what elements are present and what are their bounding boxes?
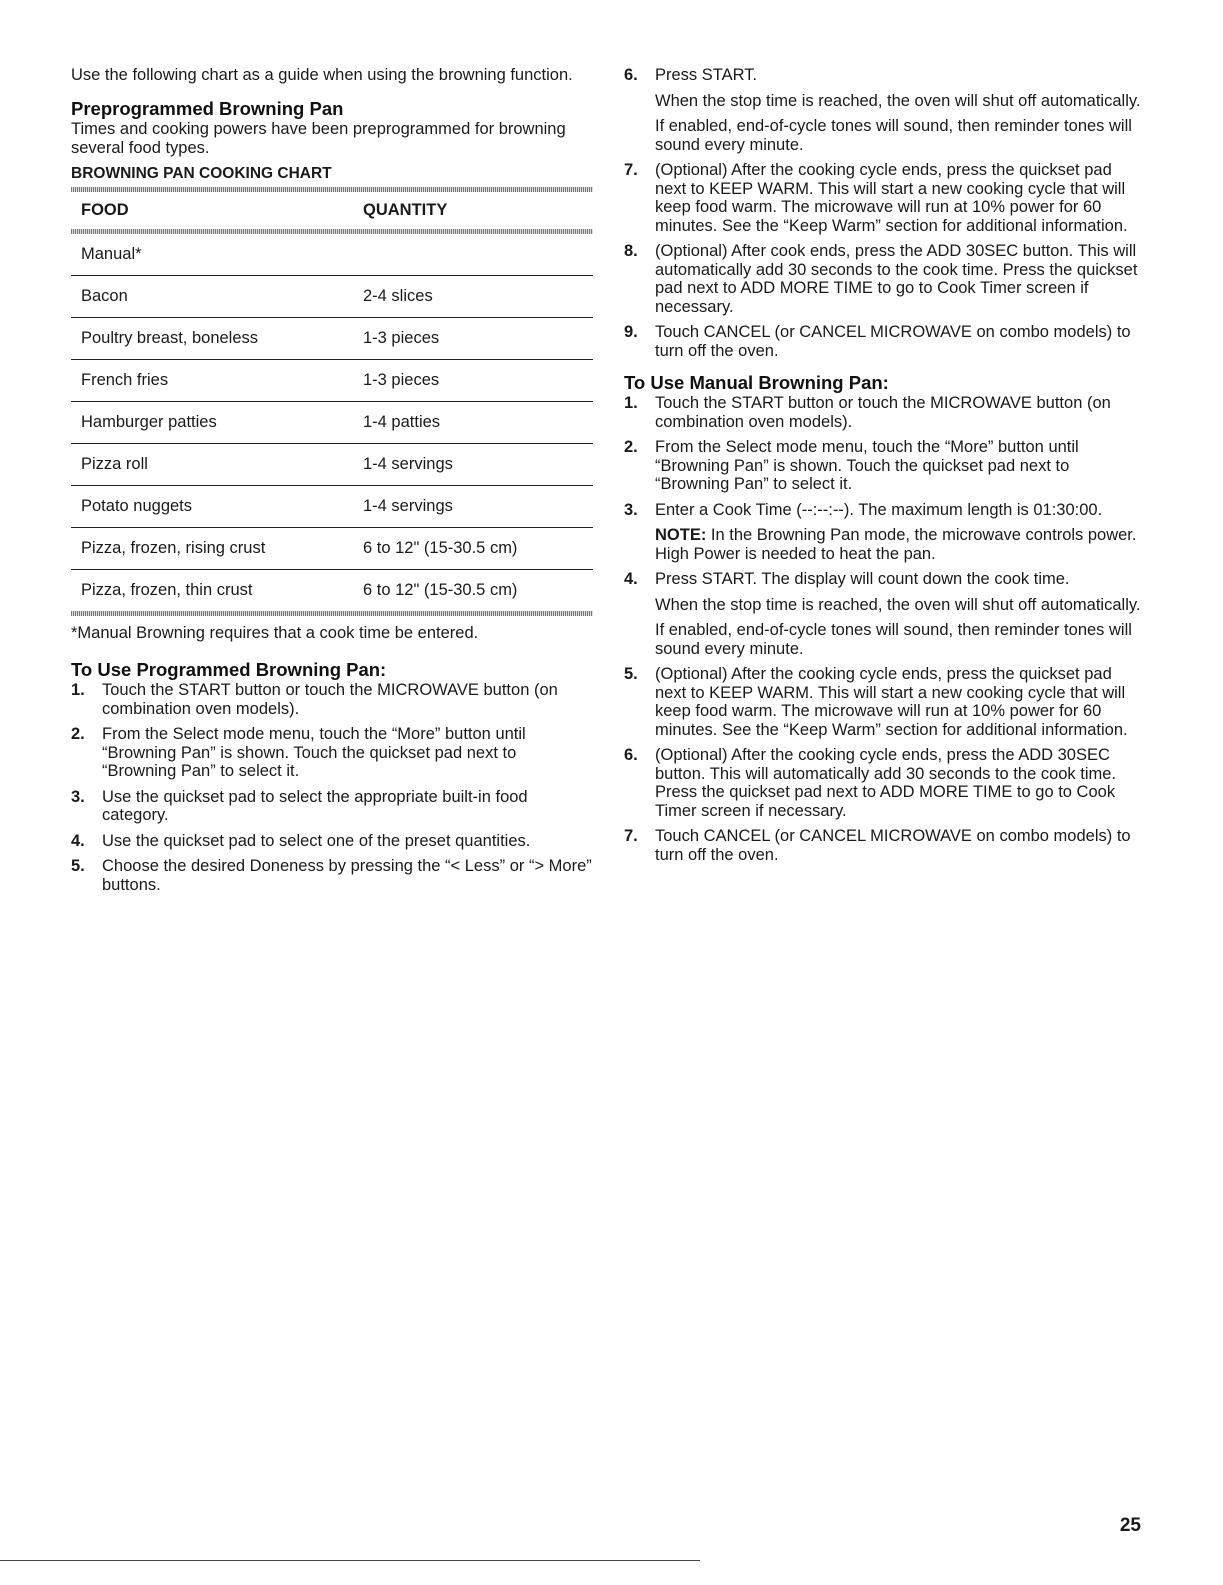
step-number: 7. [624,161,638,179]
table-row [71,402,593,444]
col-food-header: FOOD [81,201,129,219]
food-cell: Pizza, frozen, rising crust [71,528,353,570]
list-item [624,827,1144,864]
browning-chart-table [71,192,593,611]
step-number: 6. [624,66,638,84]
step-number: 5. [624,665,638,683]
programmed-steps [71,681,593,894]
list-item [71,788,593,825]
manual-heading: To Use Manual Browning Pan: [624,372,889,393]
step-number: 4. [624,570,638,588]
step-text: Touch CANCEL (or CANCEL MICROWAVE on combo models) to turn off the oven. [655,323,1131,360]
quantity-cell [353,234,593,276]
step-number: 2. [71,725,85,743]
list-item [624,665,1144,739]
step-number: 2. [624,438,638,456]
quantity-cell: 6 to 12" (15-30.5 cm) [363,581,518,599]
footer-rule [0,1560,700,1561]
table-row [71,486,593,528]
list-item [71,832,593,851]
list-item [71,681,593,718]
list-item [624,323,1144,360]
chart-footnote: *Manual Browning requires that a cook time be entered. [71,624,479,642]
preprogrammed-text: Times and cooking powers have been preprogrammed for browning several food types. [71,120,566,157]
chart-bottom-rule [71,611,593,616]
step-text: (Optional) After the cooking cycle ends, press the quickset pad next to KEEP WARM. This will start a new cooking cycle that will keep food warm. The microwave will run at 10% power for 60 minutes. See the “Keep Warm” section for additional information. [655,665,1128,739]
list-item [624,438,1144,494]
list-item [624,242,1144,316]
food-cell: Pizza roll [71,444,353,486]
table-row [71,318,593,360]
step-text: (Optional) After the cooking cycle ends, press the ADD 30SEC button. This will automatically add 30 seconds to the cook time. Press the quickset pad next to ADD MORE TIME to go to Cook Timer screen if necessary. [655,746,1117,820]
table-row [71,360,593,402]
food-cell: French fries [71,360,353,402]
step-number: 3. [71,787,85,806]
step-text: Touch the START button or touch the MICROWAVE button (on combination oven models). [102,681,558,718]
step-subtext: If enabled, end-of-cycle tones will sound, then reminder tones will sound every minute. [655,117,1132,154]
step-subtext: When the stop time is reached, the oven will shut off automatically. [655,595,1141,614]
step-number: 5. [71,857,85,875]
step-number: 8. [624,242,638,260]
step-text: Enter a Cook Time (--:--:--). The maximum length is 01:30:00. [655,500,1103,519]
list-item [624,394,1144,431]
list-item [624,501,1144,564]
step-text: (Optional) After the cooking cycle ends, press the quickset pad next to KEEP WARM. This will start a new cooking cycle that will keep food warm. The microwave will run at 10% power for 60 minutes. See the “Keep Warm” section for additional information. [655,161,1128,235]
food-cell: Manual* [71,234,353,276]
list-item [71,725,593,781]
step-number: 9. [624,323,638,341]
note-text: In the Browning Pan mode, the microwave controls power. High Power is needed to heat the pan. [655,526,1137,563]
table-row [71,528,593,570]
quantity-cell: 6 to 12" (15-30.5 cm) [353,528,593,570]
chart-header-row [71,192,593,229]
note [655,526,1144,563]
list-item [624,570,1144,658]
table-row [71,444,593,486]
right-column [624,66,1144,871]
programmed-heading: To Use Programmed Browning Pan: [71,659,387,680]
table-row [71,570,593,612]
food-cell: Potato nuggets [71,486,353,528]
quantity-cell: 1-4 patties [353,402,593,444]
step-number: 1. [71,681,85,699]
step-text: Press START. The display will count down the cook time. [655,570,1070,588]
table-row [71,234,593,276]
step-subtext: When the stop time is reached, the oven will shut off automatically. [655,91,1141,110]
list-item [624,746,1144,820]
food-cell: Bacon [71,276,353,318]
note-label: NOTE: [655,526,707,544]
quantity-cell: 1-3 pieces [353,318,593,360]
list-item [71,857,593,894]
step-number: 3. [624,500,638,519]
step-text: From the Select mode menu, touch the “More” button until “Browning Pan” is shown. Touch the quickset pad next to “Browning Pan” to select it. [655,438,1079,493]
page-number: 25 [1119,1515,1141,1536]
col-quantity-header: QUANTITY [363,201,448,219]
food-cell: Pizza, frozen, thin crust [81,581,253,599]
step-text: Touch the START button or touch the MICROWAVE button (on combination oven models). [655,394,1111,431]
step-number: 7. [624,827,638,845]
step-text: Use the quickset pad to select the appropriate built-in food category. [102,787,528,824]
preprogrammed-heading: Preprogrammed Browning Pan [71,98,344,119]
step-text: Use the quickset pad to select one of the preset quantities. [102,831,531,850]
step-text: From the Select mode menu, touch the “More” button until “Browning Pan” is shown. Touch the quickset pad next to “Browning Pan” to select it. [102,725,526,780]
step-subtext: If enabled, end-of-cycle tones will sound, then reminder tones will sound every minute. [655,621,1132,658]
step-text: (Optional) After cook ends, press the ADD 30SEC button. This will automatically add 30 seconds to the cook time. Press the quickset pad next to ADD MORE TIME to go to Cook Timer screen if necessary. [655,242,1138,316]
chart-title: BROWNING PAN COOKING CHART [71,165,332,182]
left-column [71,66,593,901]
food-cell: Poultry breast, boneless [71,318,353,360]
intro-text: Use the following chart as a guide when using the browning function. [71,66,573,84]
quantity-cell: 2-4 slices [353,276,593,318]
step-text: Choose the desired Doneness by pressing the “< Less” or “> More” buttons. [102,857,592,894]
list-item [624,66,1144,154]
step-number: 6. [624,746,638,764]
list-item [624,161,1144,235]
continued-steps [624,66,1144,360]
manual-steps [624,394,1144,864]
quantity-cell: 1-3 pieces [353,360,593,402]
step-number: 4. [71,831,85,850]
quantity-cell: 1-4 servings [353,444,593,486]
quantity-cell: 1-4 servings [353,486,593,528]
step-text: Touch CANCEL (or CANCEL MICROWAVE on combo models) to turn off the oven. [655,827,1131,864]
step-text: Press START. [655,66,758,84]
step-number: 1. [624,394,638,412]
food-cell: Hamburger patties [71,402,353,444]
table-row [71,276,593,318]
